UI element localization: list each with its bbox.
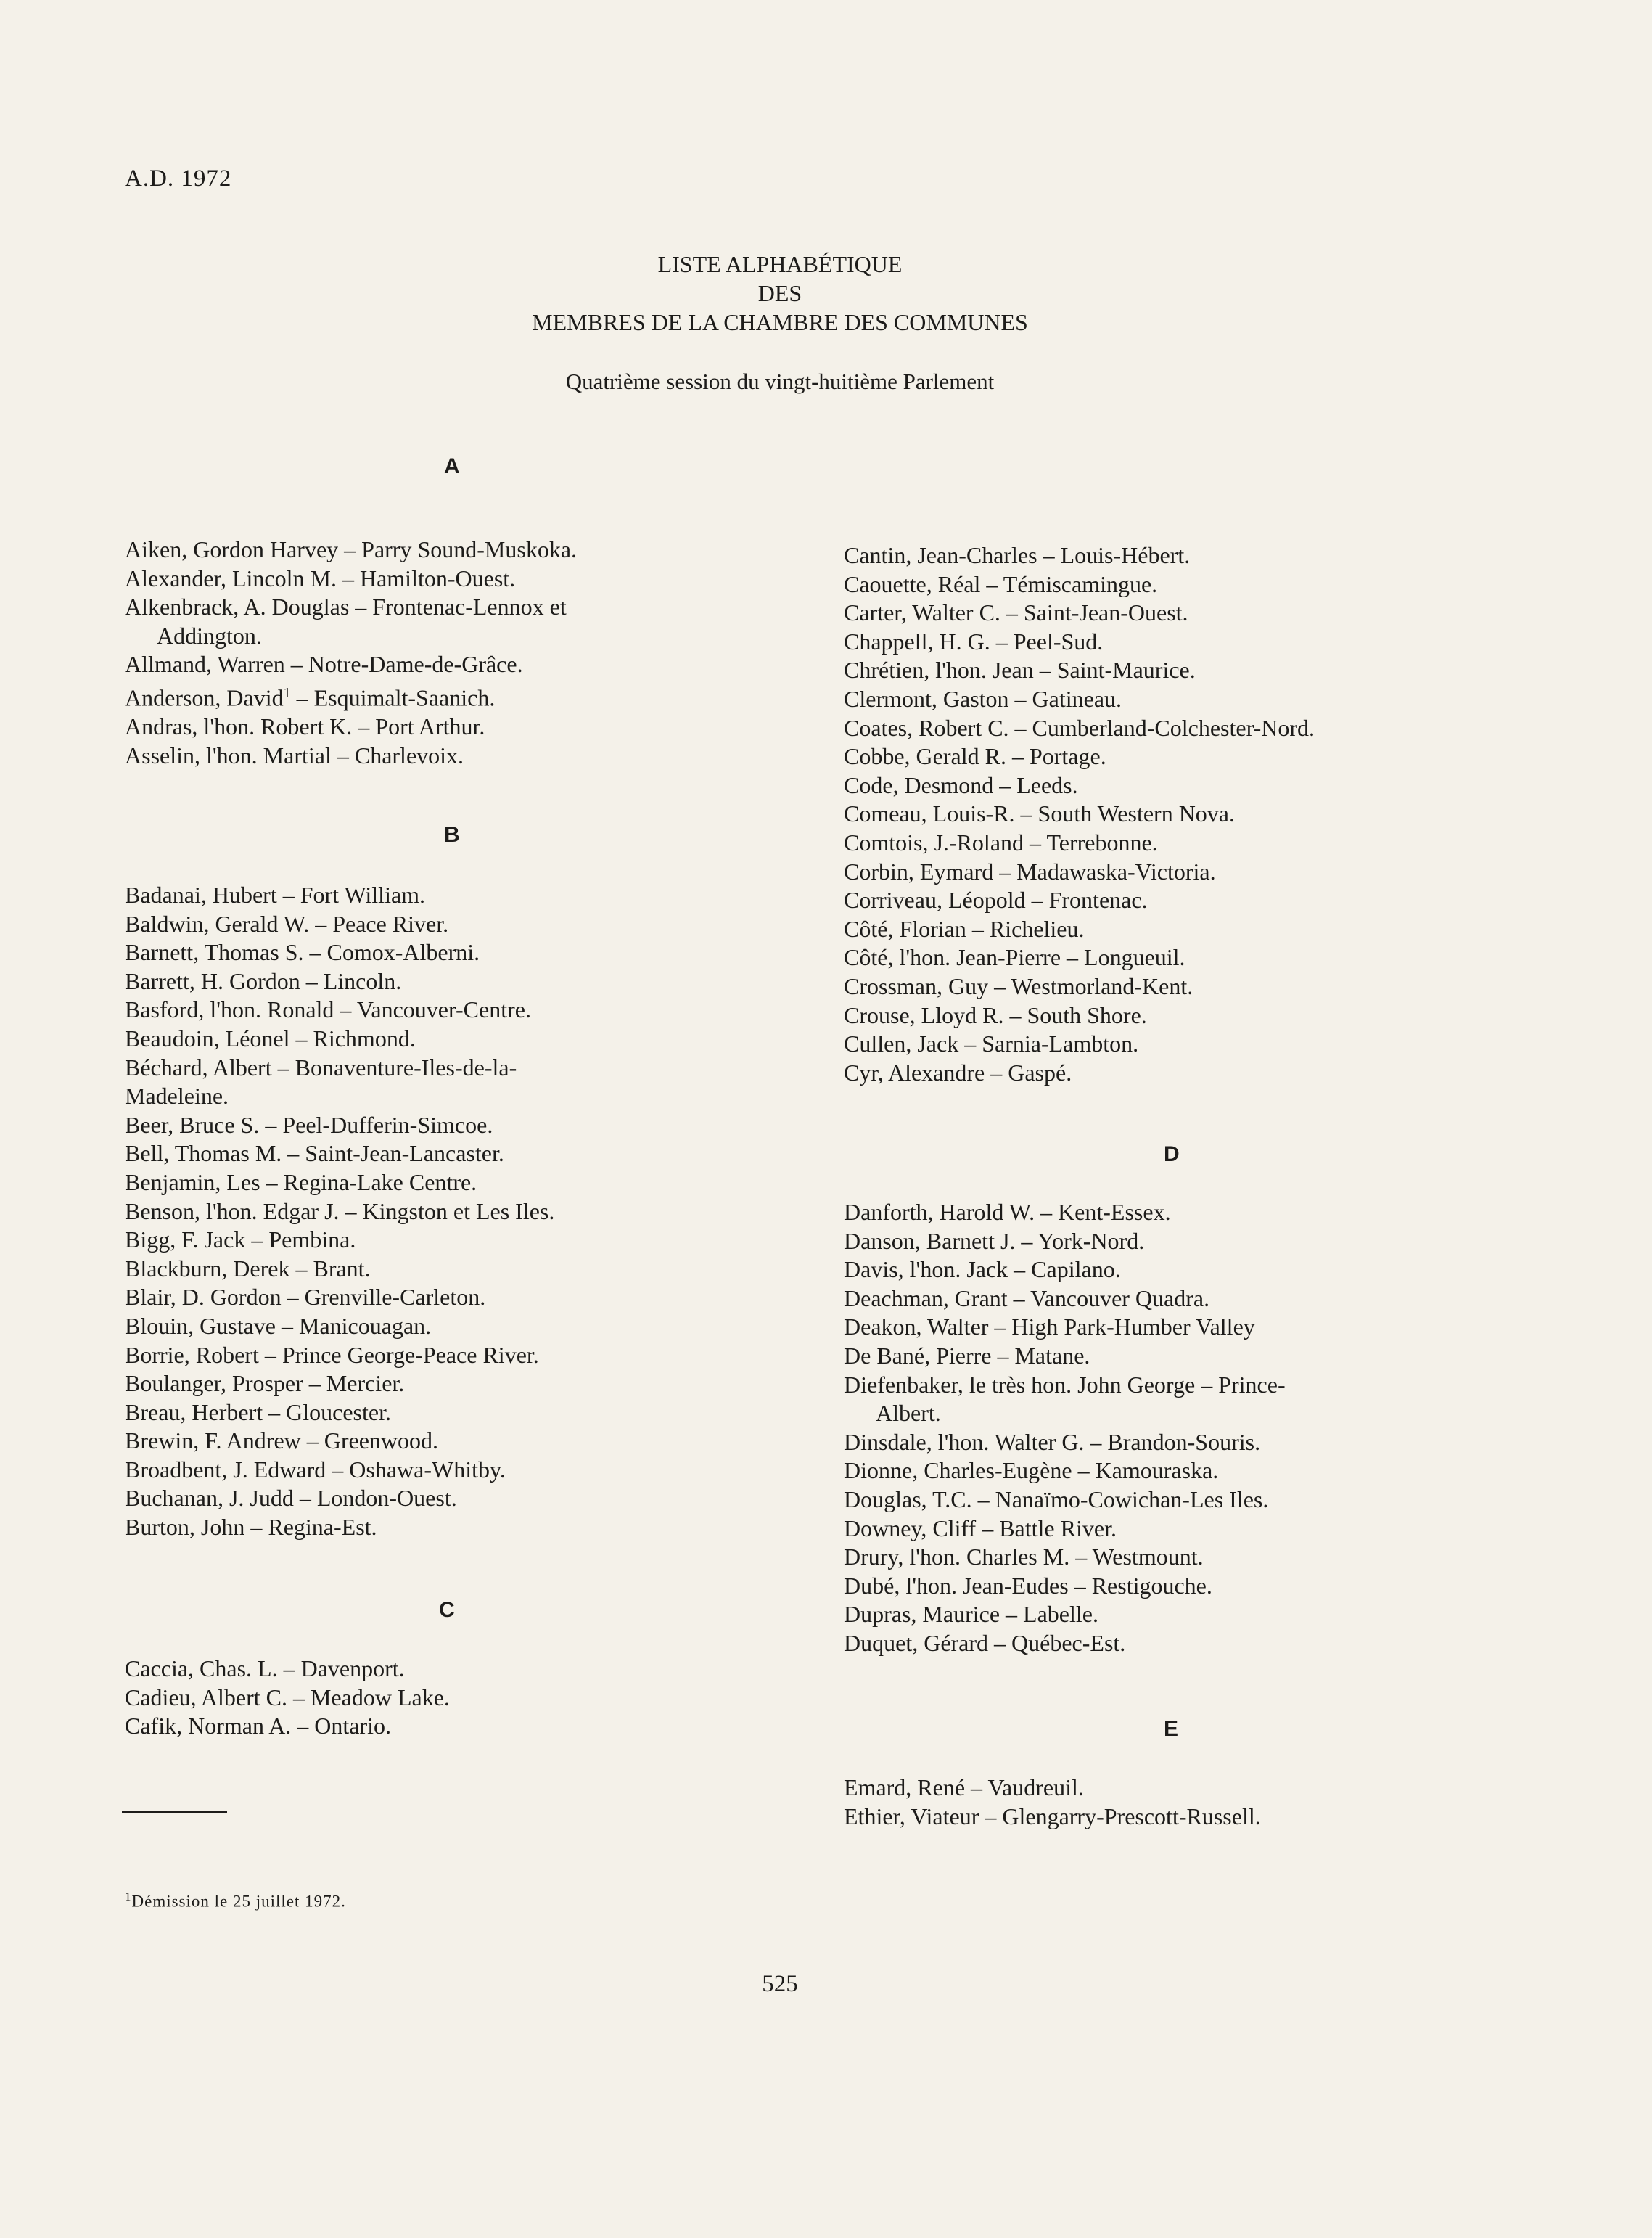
member-riding: – Esquimalt-Saanich.	[290, 684, 496, 711]
list-item: Alkenbrack, A. Douglas – Frontenac-Lennox et	[125, 594, 567, 620]
list-item: Alexander, Lincoln M. – Hamilton-Ouest.	[125, 565, 516, 591]
list-item: Broadbent, J. Edward – Oshawa-Whitby.	[125, 1456, 506, 1483]
list-item: Andras, l'hon. Robert K. – Port Arthur.	[125, 713, 485, 740]
list-item: Brewin, F. Andrew – Greenwood.	[125, 1427, 439, 1454]
list-item-continuation: Albert.	[876, 1400, 941, 1427]
list-item: Dionne, Charles-Eugène – Kamouraska.	[844, 1457, 1219, 1484]
list-item: Caccia, Chas. L. – Davenport.	[125, 1655, 405, 1681]
section-letter-d: D	[1164, 1142, 1180, 1166]
section-letter-c: C	[439, 1598, 455, 1622]
page-number: 525	[762, 1971, 798, 1997]
list-item: Coates, Robert C. – Cumberland-Colchester-Nord.	[844, 714, 1315, 741]
list-item: Blouin, Gustave – Manicouagan.	[125, 1312, 432, 1339]
list-item: Blair, D. Gordon – Grenville-Carleton.	[125, 1284, 486, 1311]
list-item: Barrett, H. Gordon – Lincoln.	[125, 967, 402, 994]
section-e-list	[844, 1774, 1569, 1831]
list-item: Corbin, Eymard – Madawaska-Victoria.	[844, 858, 1216, 885]
footnote-marker: 1	[125, 1890, 132, 1903]
list-item: Cullen, Jack – Sarnia-Lambton.	[844, 1030, 1139, 1057]
title-line-3: MEMBRES DE LA CHAMBRE DES COMMUNES	[532, 309, 1028, 335]
list-item: Emard, René – Vaudreuil.	[844, 1774, 1084, 1800]
list-item: Downey, Cliff – Battle River.	[844, 1514, 1117, 1541]
list-item: Cadieu, Albert C. – Meadow Lake.	[125, 1684, 450, 1710]
list-item: Benjamin, Les – Regina-Lake Centre.	[125, 1168, 477, 1195]
list-item: Basford, l'hon. Ronald – Vancouver-Centre.	[125, 996, 531, 1023]
list-item: Clermont, Gaston – Gatineau.	[844, 685, 1122, 712]
list-item: Chappell, H. G. – Peel-Sud.	[844, 628, 1104, 655]
list-item: Côté, l'hon. Jean-Pierre – Longueuil.	[844, 944, 1185, 971]
section-letter-a: A	[444, 454, 460, 478]
list-item: Benson, l'hon. Edgar J. – Kingston et Les Iles.	[125, 1197, 555, 1224]
list-item-continuation: Addington.	[157, 622, 262, 649]
list-item: Douglas, T.C. – Nanaïmo-Cowichan-Les Iles.	[844, 1485, 1269, 1512]
footnote-text: Démission le 25 juillet 1972.	[131, 1892, 346, 1911]
list-item: Cafik, Norman A. – Ontario.	[125, 1713, 392, 1739]
section-c-list-right	[844, 541, 1569, 1087]
section-b-list	[125, 881, 778, 1542]
year-header: A.D. 1972	[125, 165, 232, 192]
list-item: Danson, Barnett J. – York-Nord.	[844, 1227, 1145, 1254]
section-c-list-left	[125, 1655, 778, 1741]
list-item: Aiken, Gordon Harvey – Parry Sound-Muskoka.	[125, 536, 578, 562]
list-item: Blackburn, Derek – Brant.	[125, 1255, 371, 1282]
list-item: Bigg, F. Jack – Pembina.	[125, 1226, 356, 1253]
footnote-separator	[122, 1811, 227, 1813]
list-item: Drury, l'hon. Charles M. – Westmount.	[844, 1544, 1204, 1570]
list-item	[125, 679, 778, 713]
list-item: Crossman, Guy – Westmorland-Kent.	[844, 972, 1193, 999]
list-item: Cobbe, Gerald R. – Portage.	[844, 743, 1106, 770]
list-item: Caouette, Réal – Témiscamingue.	[844, 570, 1158, 597]
list-item: Beaudoin, Léonel – Richmond.	[125, 1025, 416, 1052]
list-item: Bell, Thomas M. – Saint-Jean-Lancaster.	[125, 1140, 504, 1167]
section-letter-b: B	[444, 823, 460, 847]
list-item: Dubé, l'hon. Jean-Eudes – Restigouche.	[844, 1572, 1212, 1599]
list-item: Allmand, Warren – Notre-Dame-de-Grâce.	[125, 651, 523, 678]
list-item: Borrie, Robert – Prince George-Peace River.	[125, 1341, 539, 1368]
list-item: Deakon, Walter – High Park-Humber Valley	[844, 1313, 1255, 1340]
list-item: Badanai, Hubert – Fort William.	[125, 882, 426, 908]
member-name: Anderson, David	[125, 684, 284, 711]
page-subtitle: Quatrième session du vingt-huitième Parlement	[565, 369, 995, 394]
list-item: Cantin, Jean-Charles – Louis-Hébert.	[844, 542, 1191, 568]
list-item: Baldwin, Gerald W. – Peace River.	[125, 910, 449, 937]
list-item: De Bané, Pierre – Matane.	[844, 1342, 1090, 1369]
footnote	[125, 1890, 346, 1911]
list-item: Boulanger, Prosper – Mercier.	[125, 1370, 405, 1397]
section-a-list	[125, 536, 778, 770]
list-item: Davis, l'hon. Jack – Capilano.	[844, 1256, 1121, 1283]
list-item: Asselin, l'hon. Martial – Charlevoix.	[125, 742, 464, 768]
page-title	[0, 250, 1560, 337]
list-item: Corriveau, Léopold – Frontenac.	[844, 887, 1148, 914]
title-line-2: DES	[757, 280, 802, 306]
list-item: Côté, Florian – Richelieu.	[844, 915, 1085, 942]
title-line-1: LISTE ALPHABÉTIQUE	[657, 251, 903, 277]
section-d-list	[844, 1198, 1569, 1658]
list-item: Comtois, J.-Roland – Terrebonne.	[844, 829, 1158, 856]
list-item: Beer, Bruce S. – Peel-Dufferin-Simcoe.	[125, 1111, 493, 1138]
list-item-continuation: Madeleine.	[125, 1083, 229, 1110]
list-item: Dupras, Maurice – Labelle.	[844, 1601, 1098, 1628]
list-item: Deachman, Grant – Vancouver Quadra.	[844, 1284, 1210, 1311]
list-item: Crouse, Lloyd R. – South Shore.	[844, 1001, 1147, 1028]
list-item: Duquet, Gérard – Québec-Est.	[844, 1629, 1126, 1656]
list-item: Chrétien, l'hon. Jean – Saint-Maurice.	[844, 657, 1196, 684]
list-item: Ethier, Viateur – Glengarry-Prescott-Russell.	[844, 1803, 1261, 1829]
list-item: Burton, John – Regina-Est.	[125, 1514, 377, 1541]
section-letter-e: E	[1164, 1717, 1179, 1741]
list-item: Comeau, Louis-R. – South Western Nova.	[844, 800, 1235, 827]
list-item: Cyr, Alexandre – Gaspé.	[844, 1059, 1072, 1086]
list-item: Danforth, Harold W. – Kent-Essex.	[844, 1199, 1171, 1225]
list-item: Barnett, Thomas S. – Comox-Alberni.	[125, 939, 480, 966]
list-item: Carter, Walter C. – Saint-Jean-Ouest.	[844, 599, 1188, 626]
list-item: Breau, Herbert – Gloucester.	[125, 1398, 391, 1425]
list-item: Béchard, Albert – Bonaventure-Iles-de-la-	[125, 1054, 517, 1081]
list-item: Buchanan, J. Judd – London-Ouest.	[125, 1485, 457, 1512]
footnote-marker: 1	[283, 684, 291, 701]
list-item: Dinsdale, l'hon. Walter G. – Brandon-Souris.	[844, 1428, 1261, 1455]
list-item: Diefenbaker, le très hon. John George – Prince-	[844, 1371, 1286, 1398]
list-item: Code, Desmond – Leeds.	[844, 771, 1078, 798]
